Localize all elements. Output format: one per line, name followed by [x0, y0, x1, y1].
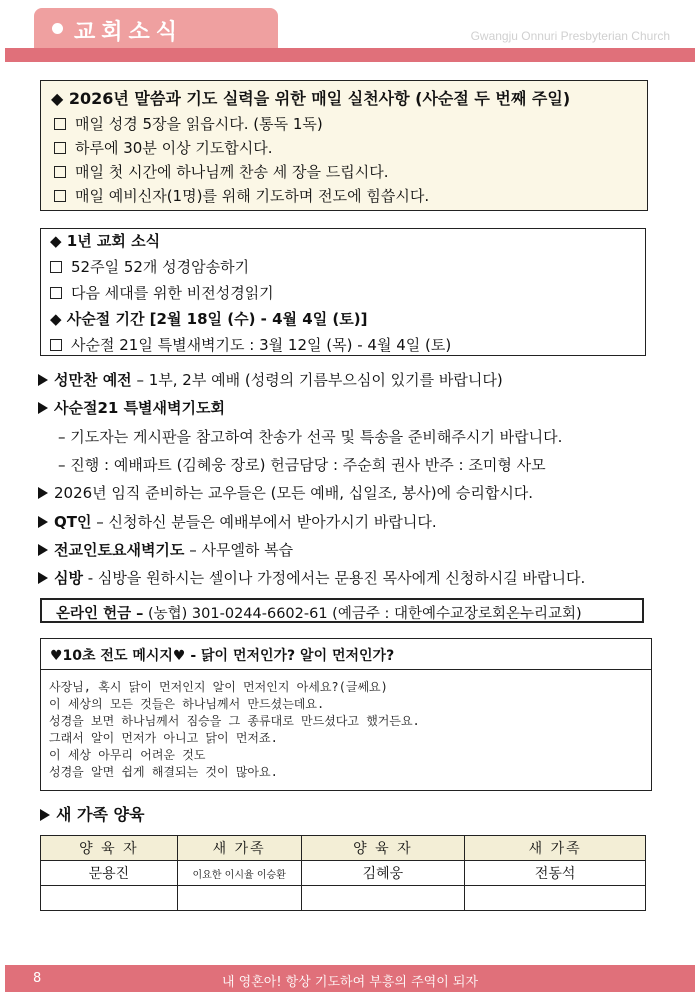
- new-family-title: 새 가족 양육: [40, 802, 144, 825]
- checkbox-icon: [54, 142, 66, 154]
- table-row: [41, 861, 646, 886]
- church-name: Gwangju Onnuri Presbyterian Church: [470, 29, 670, 43]
- announcement-visitation: 심방 - 심방을 원하시는 셀이나 가정에서는 문용진 목사에게 신청하시길 바랍니다.: [38, 567, 585, 588]
- evangelism-message-header: [40, 638, 652, 670]
- triangle-bullet-icon: [38, 516, 48, 528]
- table-cell: [41, 886, 178, 911]
- section-title: 교회소식: [74, 20, 184, 45]
- message-line: 이 세상 아무리 어려운 것도: [49, 748, 206, 762]
- announcement-qt: QT인 – 신청하신 분들은 예배부에서 받아가시기 바랍니다.: [38, 511, 437, 532]
- practice-item: 매일 첫 시간에 하나님께 찬송 세 장을 드립시다.: [54, 161, 388, 182]
- announcement-ordination: 2026년 임직 준비하는 교우들은 (모든 예배, 십일조, 봉사)에 승리합시다.: [38, 482, 533, 503]
- triangle-bullet-icon: [38, 572, 48, 584]
- checkbox-icon: [50, 261, 62, 273]
- online-offering-text: 온라인 헌금 – (농협) 301-0244-6602-61 (예금주 : 대한예수교장로회온누리교회): [56, 606, 582, 622]
- table-cell: [301, 886, 465, 911]
- checkbox-icon: [54, 118, 66, 130]
- triangle-bullet-icon: [38, 374, 48, 386]
- checkbox-icon: [54, 190, 66, 202]
- message-line: 성경을 알면 쉽게 해결되는 것이 많아요.: [49, 765, 278, 779]
- table-cell: 문용진: [41, 861, 178, 886]
- bullet-dot-icon: [52, 23, 63, 34]
- footer-motto: 내 영혼아! 항상 기도하여 부흥의 주역이 되자: [221, 975, 479, 990]
- table-header-cell: 새 가족: [465, 836, 646, 861]
- yearly-news-item: 52주일 52개 성경암송하기: [50, 256, 249, 277]
- yearly-news-item: 다음 세대를 위한 비전성경읽기: [50, 282, 274, 303]
- message-line: 사장님, 혹시 닭이 먼저인지 알이 먼저인지 아세요?(글쎄요): [49, 680, 388, 694]
- yearly-news-title: ◆ 1년 교회 소식: [50, 232, 161, 250]
- table-row: [41, 886, 646, 911]
- evangelism-message-body: [40, 669, 652, 791]
- triangle-bullet-icon: [38, 402, 48, 414]
- online-offering-box: [40, 598, 644, 623]
- lent-item: 사순절 21일 특별새벽기도 : 3월 12일 (목) - 4월 4일 (토): [50, 334, 451, 355]
- checkbox-icon: [54, 166, 66, 178]
- message-line: 이 세상의 모든 것들은 하나님께서 만드셨는데요.: [49, 697, 325, 711]
- header-bar: [5, 48, 695, 62]
- section-tab: [34, 8, 278, 48]
- practice-item: 매일 성경 5장을 읽읍시다. (통독 1독): [54, 113, 323, 134]
- practice-item: 하루에 30분 이상 기도합시다.: [54, 137, 273, 158]
- triangle-bullet-icon: [38, 544, 48, 556]
- checkbox-icon: [50, 287, 62, 299]
- lent-period-title: ◆ 사순절 기간 [2월 18일 (수) - 4월 4일 (토)]: [50, 310, 368, 328]
- announcement-dawn-prayer: 사순절21 특별새벽기도회: [38, 397, 225, 418]
- table-cell: [177, 886, 301, 911]
- announcement-saturday-prayer: 전교인토요새벽기도 – 사무엘하 복습: [38, 539, 293, 560]
- yearly-news-box: [40, 228, 646, 356]
- practice-title: ◆ 2026년 말씀과 기도 실력을 위한 매일 실천사항 (사순절 두 번째 주일): [51, 89, 571, 108]
- table-header-cell: 양 육 자: [301, 836, 465, 861]
- triangle-bullet-icon: [38, 487, 48, 499]
- daily-practice-box: [40, 80, 648, 211]
- evangelism-message-title: ♥10초 전도 메시지♥ - 닭이 먼저인가? 알이 먼저인가?: [50, 648, 395, 664]
- new-family-table: [40, 835, 646, 911]
- table-cell: 김혜웅: [301, 861, 465, 886]
- table-cell: 이요한 이시율 이승환: [177, 861, 301, 886]
- announcement-dawn-prayer-note: – 기도자는 게시판을 참고하여 찬송가 선곡 및 특송을 준비해주시기 바랍니다.: [58, 428, 563, 446]
- announcement-communion: 성만찬 예전 – 1부, 2부 예배 (성령의 기름부으심이 있기를 바랍니다): [38, 369, 503, 390]
- message-line: 그래서 알이 먼저가 아니고 닭이 먼저죠.: [49, 731, 278, 745]
- footer-bar: [5, 965, 695, 992]
- page-number: 8: [33, 971, 42, 986]
- practice-item: 매일 예비신자(1명)를 위해 기도하며 전도에 힘씁시다.: [54, 185, 429, 206]
- table-header-cell: 새 가족: [177, 836, 301, 861]
- table-cell: [465, 886, 646, 911]
- checkbox-icon: [50, 339, 62, 351]
- table-header-cell: 양 육 자: [41, 836, 178, 861]
- table-cell: 전동석: [465, 861, 646, 886]
- message-line: 성경을 보면 하나님께서 짐승을 그 종류대로 만드셨다고 했거든요.: [49, 714, 420, 728]
- triangle-bullet-icon: [40, 809, 50, 821]
- announcement-dawn-prayer-staff: – 진행 : 예배파트 (김혜웅 장로) 헌금담당 : 주순희 권사 반주 : 조미형 사모: [58, 456, 546, 474]
- table-header-row: [41, 836, 646, 861]
